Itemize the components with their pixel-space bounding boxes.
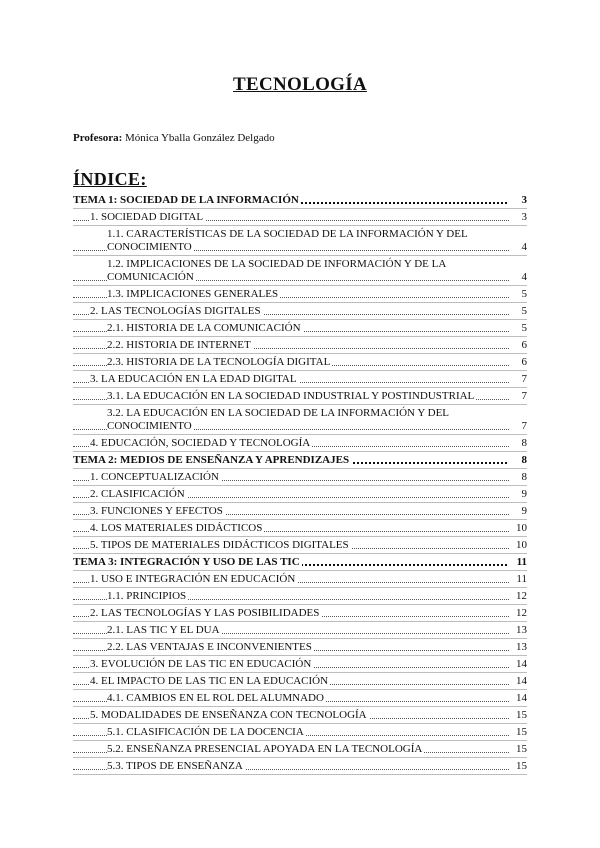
toc-page-number: 12 [509, 607, 527, 620]
toc-entry-label: 3.1. LA EDUCACIÓN EN LA SOCIEDAD INDUSTRIAL Y POSTINDUSTRIAL [107, 390, 475, 402]
toc-entry-label: 5. MODALIDADES DE ENSEÑANZA CON TECNOLOGÍA [90, 709, 367, 721]
toc-entry[interactable] [73, 522, 527, 537]
toc-entry-label: 5. TIPOS DE MATERIALES DIDÁCTICOS DIGITALES [90, 539, 349, 551]
toc-page-number: 4 [509, 271, 527, 284]
toc-entry-label: 4.1. CAMBIOS EN EL ROL DEL ALUMNADO [107, 692, 324, 704]
toc-page-number: 9 [509, 488, 527, 501]
toc-entry[interactable] [73, 505, 527, 520]
toc-page-number: 6 [509, 356, 527, 369]
toc-entry-label: 2.2. LAS VENTAJAS E INCONVENIENTES [107, 641, 312, 653]
toc-entry[interactable] [73, 641, 527, 656]
toc-chapter-entry[interactable] [73, 454, 527, 469]
toc-entry-label: 5.2. ENSEÑANZA PRESENCIAL APOYADA EN LA TECNOLOGÍA [107, 743, 423, 755]
toc-entry-label: 3.2. LA EDUCACIÓN EN LA SOCIEDAD DE LA INFORMACIÓN Y DEL CONOCIMIENTO [107, 407, 450, 432]
toc-page-number: 8 [509, 471, 527, 484]
toc-entry-label: 1.3. IMPLICACIONES GENERALES [107, 288, 279, 300]
toc-entry[interactable] [73, 258, 527, 286]
toc-page-number: 13 [509, 624, 527, 637]
index-heading: ÍNDICE: [73, 169, 147, 189]
toc-entry-label: 4. LOS MATERIALES DIDÁCTICOS [90, 522, 263, 534]
toc-entry[interactable] [73, 288, 527, 303]
toc-entry-label: 2.2. HISTORIA DE INTERNET [107, 339, 251, 351]
toc-entry-label: TEMA 1: SOCIEDAD DE LA INFORMACIÓN [73, 194, 299, 206]
toc-chapter-entry[interactable] [73, 194, 527, 209]
toc-entry[interactable] [73, 573, 527, 588]
toc-entry-label: 2.1. HISTORIA DE LA COMUNICACIÓN [107, 322, 301, 334]
professor-line [73, 132, 275, 144]
toc-page-number: 8 [509, 437, 527, 450]
toc-page-number: 4 [509, 241, 527, 254]
toc-entry-label: 5.1. CLASIFICACIÓN DE LA DOCENCIA [107, 726, 304, 738]
toc-entry-label: 3. LA EDUCACIÓN EN LA EDAD DIGITAL [90, 373, 297, 385]
toc-entry[interactable] [73, 228, 527, 256]
toc-page-number: 14 [509, 658, 527, 671]
toc-page-number: 5 [509, 322, 527, 335]
toc-entry-label: 1.1. CARACTERÍSTICAS DE LA SOCIEDAD DE LA INFORMACIÓN Y DEL CONOCIMIENTO [107, 228, 468, 253]
toc-page-number: 10 [509, 522, 527, 535]
toc-entry[interactable] [73, 390, 527, 405]
toc-entry-label: 1.2. IMPLICACIONES DE LA SOCIEDAD DE INFORMACIÓN Y DE LA COMUNICACIÓN [107, 258, 447, 283]
toc-entry[interactable] [73, 488, 527, 503]
toc-page-number: 5 [509, 305, 527, 318]
table-of-contents [73, 194, 527, 777]
toc-page-number: 9 [509, 505, 527, 518]
toc-entry[interactable] [73, 743, 527, 758]
toc-entry[interactable] [73, 356, 527, 371]
toc-page-number: 15 [509, 743, 527, 756]
toc-entry[interactable] [73, 624, 527, 639]
toc-entry-label: 1. SOCIEDAD DIGITAL [90, 211, 204, 223]
toc-entry-label: 2. LAS TECNOLOGÍAS Y LAS POSIBILIDADES [90, 607, 320, 619]
toc-entry-label: 4. EDUCACIÓN, SOCIEDAD Y TECNOLOGÍA [90, 437, 311, 449]
toc-page-number: 7 [509, 390, 527, 403]
toc-entry[interactable] [73, 437, 527, 452]
toc-entry[interactable] [73, 373, 527, 388]
toc-page-number: 15 [509, 709, 527, 722]
document-title-block [0, 74, 600, 96]
toc-entry-label: 5.3. TIPOS DE ENSEÑANZA [107, 760, 243, 772]
document-title: TECNOLOGÍA [233, 74, 367, 95]
toc-entry-label: 2. LAS TECNOLOGÍAS DIGITALES [90, 305, 261, 317]
toc-entry[interactable] [73, 658, 527, 673]
toc-entry[interactable] [73, 692, 527, 707]
toc-entry[interactable] [73, 607, 527, 622]
toc-entry-label: TEMA 3: INTEGRACIÓN Y USO DE LAS TIC [73, 556, 300, 568]
toc-page-number: 6 [509, 339, 527, 352]
toc-chapter-entry[interactable] [73, 556, 527, 571]
toc-entry[interactable] [73, 211, 527, 226]
toc-page-number: 10 [509, 539, 527, 552]
toc-entry[interactable] [73, 407, 527, 435]
toc-entry-label: 2.3. HISTORIA DE LA TECNOLOGÍA DIGITAL [107, 356, 331, 368]
toc-entry-label: 1.1. PRINCIPIOS [107, 590, 187, 602]
toc-entry[interactable] [73, 305, 527, 320]
toc-entry-label: 3. FUNCIONES Y EFECTOS [90, 505, 223, 517]
toc-entry-label: 1. CONCEPTUALIZACIÓN [90, 471, 219, 483]
toc-entry[interactable] [73, 709, 527, 724]
toc-page-number: 8 [509, 454, 527, 467]
toc-entry[interactable] [73, 760, 527, 775]
toc-page-number: 12 [509, 590, 527, 603]
toc-page-number: 13 [509, 641, 527, 654]
toc-entry[interactable] [73, 675, 527, 690]
toc-page-number: 3 [509, 211, 527, 224]
toc-page-number: 11 [509, 573, 527, 586]
toc-page-number: 15 [509, 760, 527, 773]
toc-page-number: 3 [509, 194, 527, 207]
toc-page-number: 15 [509, 726, 527, 739]
toc-entry[interactable] [73, 322, 527, 337]
toc-entry-label: 2.1. LAS TIC Y EL DUA [107, 624, 220, 636]
toc-entry[interactable] [73, 726, 527, 741]
toc-entry[interactable] [73, 539, 527, 554]
toc-entry[interactable] [73, 590, 527, 605]
professor-label: Profesora: [73, 132, 123, 144]
toc-entry-label: 3. EVOLUCIÓN DE LAS TIC EN EDUCACIÓN [90, 658, 312, 670]
toc-page-number: 14 [509, 675, 527, 688]
toc-page-number: 7 [509, 420, 527, 433]
toc-entry-label: 2. CLASIFICACIÓN [90, 488, 185, 500]
professor-name: Mónica Yballa González Delgado [125, 132, 275, 144]
toc-page-number: 5 [509, 288, 527, 301]
toc-page-number: 11 [509, 556, 527, 569]
toc-page-number: 14 [509, 692, 527, 705]
toc-entry-label: TEMA 2: MEDIOS DE ENSEÑANZA Y APRENDIZAJES [73, 454, 350, 466]
toc-entry-label: 4. EL IMPACTO DE LAS TIC EN LA EDUCACIÓN [90, 675, 329, 687]
toc-entry-label: 1. USO E INTEGRACIÓN EN EDUCACIÓN [90, 573, 296, 585]
toc-entry[interactable] [73, 339, 527, 354]
toc-page-number: 7 [509, 373, 527, 386]
toc-entry[interactable] [73, 471, 527, 486]
